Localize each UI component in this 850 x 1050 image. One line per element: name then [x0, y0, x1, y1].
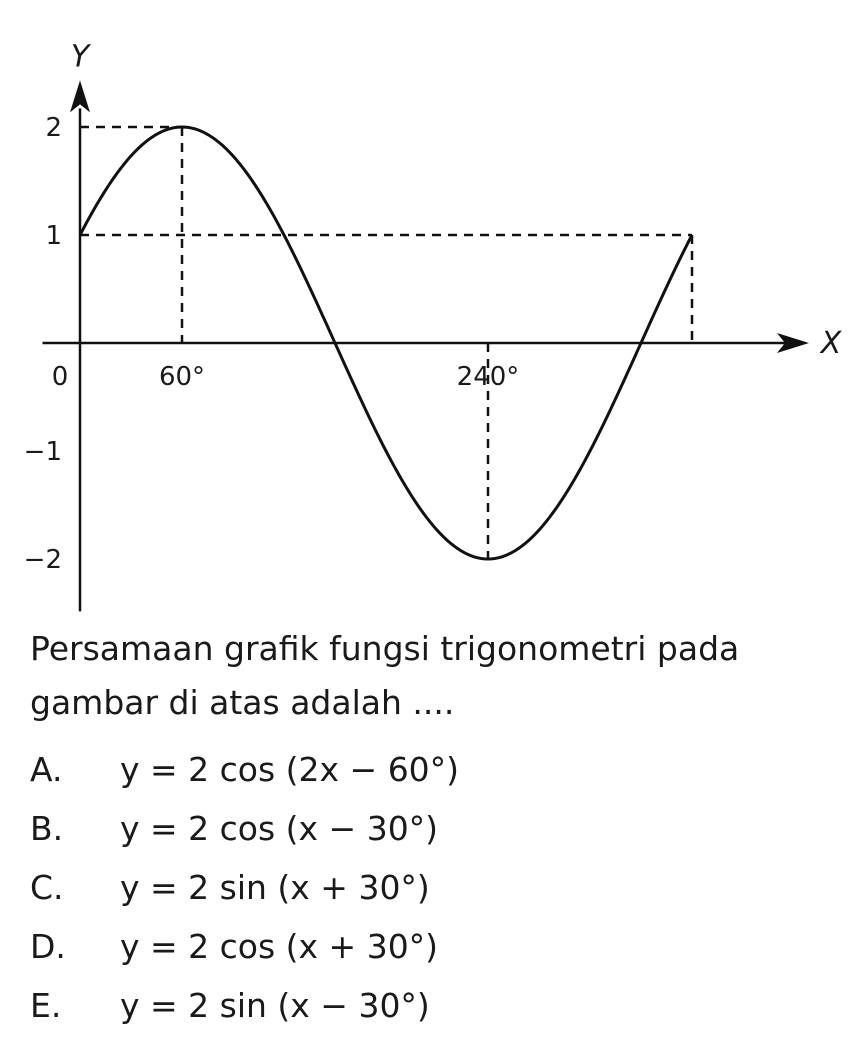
- option-c-formula: y = 2 sin (x + 30°): [120, 868, 430, 907]
- y-tick-label: 1: [45, 221, 62, 251]
- option-c-letter: C.: [30, 868, 64, 907]
- option-b[interactable]: [30, 799, 459, 858]
- option-a-formula: y = 2 cos (2x − 60°): [120, 750, 460, 789]
- question-text: Persamaan grafik fungsi trigonometri pada gambar di atas adalah ....: [30, 629, 740, 722]
- x-tick-label: 60°: [158, 362, 206, 392]
- option-e-formula: y = 2 sin (x − 30°): [120, 986, 430, 1025]
- y-tick-label: −2: [23, 545, 62, 575]
- x-tick-label: 240°: [456, 362, 520, 392]
- answer-options: [30, 740, 459, 1035]
- option-a-letter: A.: [30, 750, 63, 789]
- option-d-letter: D.: [30, 927, 66, 966]
- option-a[interactable]: [30, 740, 459, 799]
- origin-label: 0: [51, 362, 69, 392]
- option-b-formula: y = 2 cos (x − 30°): [120, 809, 439, 848]
- option-d[interactable]: [30, 917, 459, 976]
- option-d-formula: y = 2 cos (x + 30°): [120, 927, 439, 966]
- axis-labels: [24, 39, 843, 575]
- y-tick-label: −1: [23, 437, 62, 467]
- y-axis-label: Y: [70, 39, 90, 75]
- option-c[interactable]: [30, 858, 459, 917]
- option-b-letter: B.: [30, 809, 64, 848]
- axes: [43, 80, 810, 611]
- option-e-letter: E.: [30, 986, 62, 1025]
- y-tick-label: 2: [45, 113, 62, 143]
- option-e[interactable]: [30, 976, 459, 1035]
- x-axis-label: X: [820, 326, 842, 361]
- y-axis-arrow-icon: [70, 80, 90, 112]
